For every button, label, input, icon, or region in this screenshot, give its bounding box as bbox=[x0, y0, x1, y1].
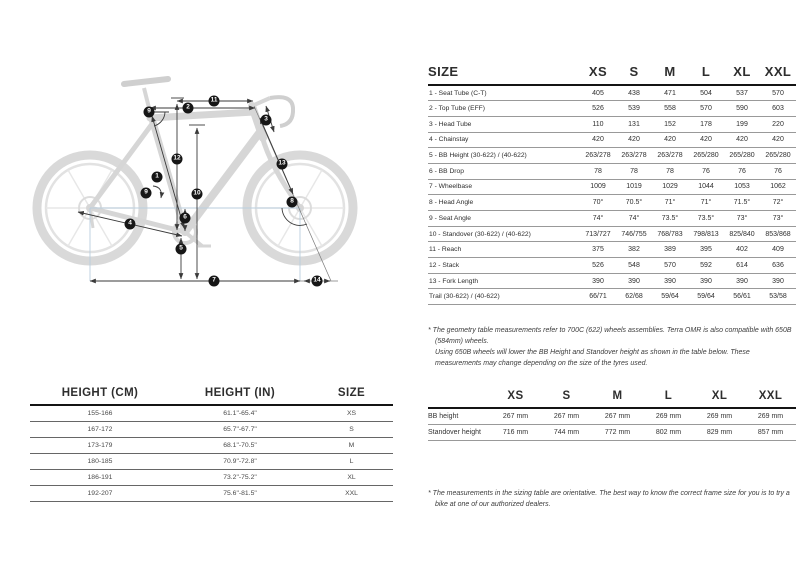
cell-value: 62/68 bbox=[625, 293, 643, 301]
cell-value: 389 bbox=[664, 246, 676, 254]
row-label: 2 - Top Tube (EFF) bbox=[429, 105, 485, 113]
cell-value: 614 bbox=[736, 261, 748, 269]
column-header: M bbox=[664, 64, 676, 79]
row-label: 6 - BB Drop bbox=[429, 167, 464, 175]
cell-value: 802 mm bbox=[655, 429, 682, 436]
rider-height-table bbox=[30, 383, 393, 502]
cell-value: 71.5° bbox=[733, 199, 751, 207]
cell-value: 1044 bbox=[698, 183, 714, 191]
column-header: M bbox=[612, 390, 623, 402]
cell-value: 420 bbox=[736, 136, 748, 144]
row-label: 186-191 bbox=[87, 473, 113, 481]
cell-value: 539 bbox=[628, 105, 640, 113]
cell-value: 269 mm bbox=[655, 413, 682, 420]
cell-value: 110 bbox=[592, 120, 604, 128]
column-header: HEIGHT (IN) bbox=[204, 387, 276, 399]
row-label: 192-207 bbox=[87, 489, 113, 497]
cell-value: 66/71 bbox=[589, 293, 607, 301]
cell-value: 504 bbox=[700, 89, 712, 97]
column-header: XL bbox=[711, 390, 728, 402]
cell-value: 390 bbox=[664, 277, 676, 285]
measure-badge-2: 2 bbox=[183, 103, 194, 114]
measure-badge-13: 13 bbox=[277, 159, 288, 170]
measure-badge-14: 14 bbox=[312, 276, 323, 287]
measure-badge-12: 12 bbox=[172, 154, 183, 165]
cell-value: L bbox=[349, 457, 354, 465]
cell-value: 558 bbox=[664, 105, 676, 113]
table-row bbox=[428, 226, 796, 242]
measure-badge-7: 7 bbox=[209, 276, 220, 287]
column-header: L bbox=[701, 64, 711, 79]
cell-value: 74° bbox=[628, 214, 640, 222]
column-header: XS bbox=[507, 390, 524, 402]
cell-value: 59/64 bbox=[697, 293, 715, 301]
cell-value: 402 bbox=[736, 246, 748, 254]
column-header: XXL bbox=[758, 390, 783, 402]
cell-value: 263/278 bbox=[585, 152, 611, 160]
table-row bbox=[428, 132, 796, 148]
cell-value: 1062 bbox=[770, 183, 786, 191]
cell-value: XXL bbox=[345, 489, 358, 497]
cell-value: 570 bbox=[772, 89, 784, 97]
row-label: Standover height bbox=[428, 429, 481, 436]
row-label: 3 - Head Tube bbox=[429, 120, 472, 128]
geometry-footnote bbox=[428, 326, 796, 369]
table-row bbox=[428, 179, 796, 195]
table-row bbox=[428, 116, 796, 132]
cell-value: 65.7"-67.7" bbox=[223, 425, 257, 433]
cell-value: 267 mm bbox=[604, 413, 631, 420]
cell-value: 825/840 bbox=[729, 230, 755, 238]
cell-value: 390 bbox=[700, 277, 712, 285]
cell-value: 74° bbox=[592, 214, 604, 222]
row-label: 180-185 bbox=[87, 457, 113, 465]
cell-value: 75.6"-81.5" bbox=[223, 489, 257, 497]
cell-value: 76 bbox=[774, 167, 782, 175]
cell-value: 1009 bbox=[590, 183, 606, 191]
row-label: 5 - BB Height (30-622) / (40-622) bbox=[429, 152, 527, 160]
row-label: Trail (30-622) / (40-622) bbox=[429, 293, 500, 301]
cell-value: 59/64 bbox=[661, 293, 679, 301]
measure-badge-1: 1 bbox=[152, 172, 163, 183]
column-header: XS bbox=[588, 64, 608, 79]
cell-value: 390 bbox=[736, 277, 748, 285]
row-label: BB height bbox=[428, 413, 459, 420]
cell-value: 76 bbox=[738, 167, 746, 175]
cell-value: 548 bbox=[628, 261, 640, 269]
table-row bbox=[428, 163, 796, 179]
table-row bbox=[30, 405, 393, 421]
geometry-footnote-line1: * The geometry table measurements refer to 700C (622) wheels assemblies. Terra OMR is also compatible with 650B (584mm) wheels. bbox=[428, 327, 792, 345]
wheel-650b-table bbox=[428, 386, 796, 441]
measure-badge-6: 6 bbox=[180, 213, 191, 224]
cell-value: 716 mm bbox=[502, 429, 529, 436]
column-header: HEIGHT (CM) bbox=[61, 387, 139, 399]
cell-value: 178 bbox=[700, 120, 712, 128]
table-row bbox=[30, 485, 393, 501]
sizing-footnote-text: * The measurements in the sizing table are orientative. The best way to know the correct frame size for you is to try a bike at one of our authorized dealers. bbox=[428, 490, 790, 508]
cell-value: 857 mm bbox=[757, 429, 784, 436]
cell-value: 798/813 bbox=[693, 230, 719, 238]
cell-value: 420 bbox=[700, 136, 712, 144]
cell-value: 76 bbox=[702, 167, 710, 175]
column-header: S bbox=[629, 64, 639, 79]
cell-value: 70.9"-72.8" bbox=[223, 457, 257, 465]
cell-value: 713/727 bbox=[585, 230, 611, 238]
bike-diagram bbox=[30, 40, 410, 340]
table-row bbox=[428, 408, 796, 425]
column-header bbox=[428, 386, 490, 408]
measure-badge-9: 9 bbox=[141, 188, 152, 199]
measure-badge-5: 5 bbox=[176, 244, 187, 255]
table-row bbox=[30, 469, 393, 485]
geometry-table bbox=[428, 60, 796, 305]
cell-value: 570 bbox=[664, 261, 676, 269]
cell-value: 1019 bbox=[626, 183, 642, 191]
table-row bbox=[428, 101, 796, 117]
cell-value: 390 bbox=[772, 277, 784, 285]
row-label: 13 - Fork Length bbox=[429, 277, 479, 285]
row-label: 4 - Chainstay bbox=[429, 136, 469, 144]
table-row bbox=[428, 148, 796, 164]
cell-value: 420 bbox=[628, 136, 640, 144]
measure-badge-9: 9 bbox=[144, 107, 155, 118]
cell-value: 267 mm bbox=[553, 413, 580, 420]
table-row bbox=[30, 437, 393, 453]
cell-value: 420 bbox=[664, 136, 676, 144]
cell-value: 70.5° bbox=[625, 199, 643, 207]
cell-value: 73.5° bbox=[661, 214, 679, 222]
cell-value: 68.1"-70.5" bbox=[223, 441, 257, 449]
cell-value: 526 bbox=[592, 261, 604, 269]
measure-badge-10: 10 bbox=[192, 189, 203, 200]
cell-value: 390 bbox=[592, 277, 604, 285]
cell-value: 61.1"-65.4" bbox=[223, 409, 257, 417]
cell-value: 53/58 bbox=[769, 293, 787, 301]
cell-value: 772 mm bbox=[604, 429, 631, 436]
cell-value: 744 mm bbox=[553, 429, 580, 436]
table-row bbox=[428, 258, 796, 274]
cell-value: 263/278 bbox=[621, 152, 647, 160]
cell-value: 526 bbox=[592, 105, 604, 113]
cell-value: 73° bbox=[736, 214, 748, 222]
cell-value: 471 bbox=[664, 89, 676, 97]
table-row bbox=[428, 211, 796, 227]
column-header: XXL bbox=[764, 64, 792, 79]
cell-value: 768/783 bbox=[657, 230, 683, 238]
cell-value: 603 bbox=[772, 105, 784, 113]
cell-value: 746/755 bbox=[621, 230, 647, 238]
cell-value: 78 bbox=[666, 167, 674, 175]
cell-value: 420 bbox=[772, 136, 784, 144]
cell-value: 78 bbox=[630, 167, 638, 175]
cell-value: 78 bbox=[594, 167, 602, 175]
table-row bbox=[428, 289, 796, 305]
cell-value: 395 bbox=[700, 246, 712, 254]
measure-badge-8: 8 bbox=[287, 197, 298, 208]
cell-value: 590 bbox=[736, 105, 748, 113]
cell-value: 405 bbox=[592, 89, 604, 97]
cell-value: M bbox=[348, 441, 355, 449]
row-label: 11 - Reach bbox=[429, 246, 462, 254]
cell-value: 570 bbox=[700, 105, 712, 113]
cell-value: 269 mm bbox=[757, 413, 784, 420]
measure-badge-3: 3 bbox=[261, 115, 272, 126]
cell-value: 73.2"-75.2" bbox=[223, 473, 257, 481]
column-header: S bbox=[562, 390, 571, 402]
cell-value: 438 bbox=[628, 89, 640, 97]
column-header: SIZE bbox=[428, 64, 459, 79]
table-row bbox=[428, 85, 796, 101]
table-row bbox=[428, 425, 796, 441]
cell-value: 375 bbox=[592, 246, 604, 254]
cell-value: 409 bbox=[772, 246, 784, 254]
cell-value: 220 bbox=[772, 120, 784, 128]
cell-value: S bbox=[349, 425, 354, 433]
cell-value: 265/280 bbox=[765, 152, 791, 160]
cell-value: 267 mm bbox=[502, 413, 529, 420]
column-header: L bbox=[664, 390, 673, 402]
row-label: 155-166 bbox=[87, 409, 113, 417]
table-row bbox=[428, 273, 796, 289]
cell-value: 152 bbox=[664, 120, 676, 128]
sizing-footnote bbox=[428, 489, 796, 511]
cell-value: 636 bbox=[772, 261, 784, 269]
table-row bbox=[428, 195, 796, 211]
cell-value: XS bbox=[346, 409, 357, 417]
cell-value: 71° bbox=[700, 199, 712, 207]
row-label: 10 - Standover (30-622) / (40-622) bbox=[429, 230, 531, 238]
measure-badge-4: 4 bbox=[125, 219, 136, 230]
geometry-footnote-line2: Using 650B wheels will lower the BB Height and Standover height as shown in the table below. These measurements may change depending on the size of the tyres used. bbox=[435, 348, 750, 367]
row-label: 167-172 bbox=[87, 425, 113, 433]
cell-value: 1029 bbox=[662, 183, 678, 191]
cell-value: 199 bbox=[736, 120, 748, 128]
measure-badge-11: 11 bbox=[209, 96, 220, 107]
cell-value: 829 mm bbox=[706, 429, 733, 436]
column-header: SIZE bbox=[337, 387, 366, 399]
row-label: 12 - Stack bbox=[429, 261, 460, 269]
row-label: 8 - Head Angle bbox=[429, 199, 474, 207]
cell-value: 269 mm bbox=[706, 413, 733, 420]
cell-value: 1053 bbox=[734, 183, 750, 191]
row-label: 173-179 bbox=[87, 441, 113, 449]
cell-value: XL bbox=[347, 473, 356, 481]
cell-value: 131 bbox=[628, 120, 640, 128]
cell-value: 56/61 bbox=[733, 293, 751, 301]
cell-value: 73.5° bbox=[697, 214, 715, 222]
cell-value: 537 bbox=[736, 89, 748, 97]
cell-value: 71° bbox=[664, 199, 676, 207]
cell-value: 382 bbox=[628, 246, 640, 254]
row-label: 7 - Wheelbase bbox=[429, 183, 473, 191]
cell-value: 72° bbox=[772, 199, 784, 207]
cell-value: 265/280 bbox=[693, 152, 719, 160]
column-header: XL bbox=[733, 64, 751, 79]
row-label: 1 - Seat Tube (C-T) bbox=[429, 89, 487, 97]
cell-value: 263/278 bbox=[657, 152, 683, 160]
cell-value: 390 bbox=[628, 277, 640, 285]
table-row bbox=[30, 453, 393, 469]
bike-illustration bbox=[30, 40, 410, 340]
cell-value: 592 bbox=[700, 261, 712, 269]
table-row bbox=[428, 242, 796, 258]
cell-value: 853/868 bbox=[765, 230, 791, 238]
cell-value: 420 bbox=[592, 136, 604, 144]
bike-frame bbox=[37, 79, 353, 261]
table-row bbox=[30, 421, 393, 437]
cell-value: 265/280 bbox=[729, 152, 755, 160]
row-label: 9 - Seat Angle bbox=[429, 214, 472, 222]
cell-value: 73° bbox=[772, 214, 784, 222]
cell-value: 70° bbox=[592, 199, 604, 207]
